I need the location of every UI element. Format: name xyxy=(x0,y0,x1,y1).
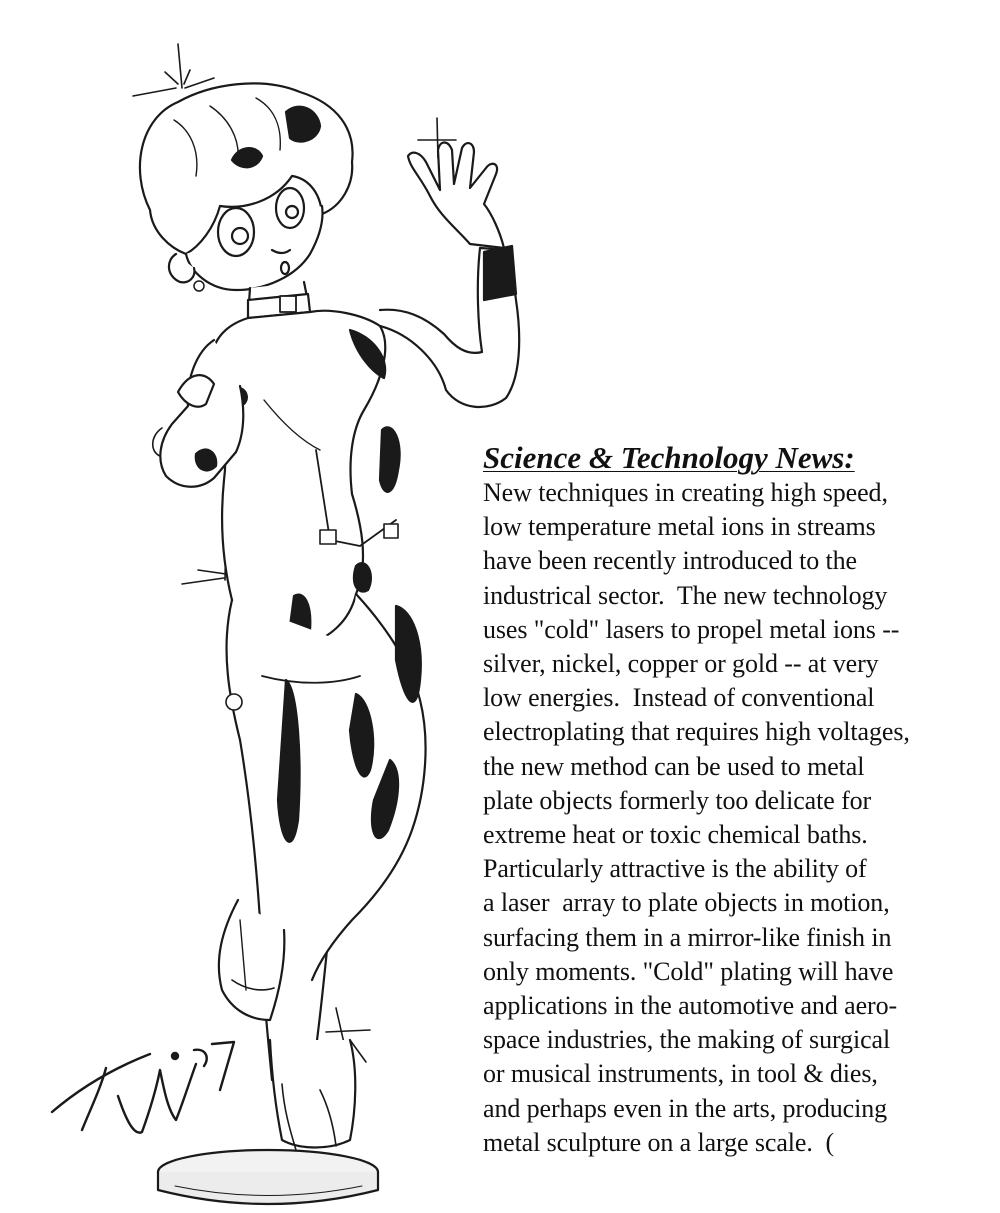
article-line: a laser array to plate objects in motion, xyxy=(483,888,890,918)
article-line: industrical sector. The new technology xyxy=(483,580,888,610)
article-line: New techniques in creating high speed, xyxy=(483,478,888,507)
article-line: Particularly attractive is the ability of xyxy=(483,854,867,884)
artist-signature xyxy=(52,1042,234,1133)
article-body xyxy=(483,476,983,1160)
article-line: metal sculpture on a large scale. ( xyxy=(483,1127,835,1157)
article-line: low energies. Instead of conventional xyxy=(483,683,875,713)
article-line: low temperature metal ions in streams xyxy=(483,512,876,542)
pedestal-base xyxy=(158,1150,378,1204)
news-article xyxy=(483,440,983,1160)
right-arm-raised xyxy=(380,143,519,408)
article-line: electroplating that requires high voltages, xyxy=(483,717,910,747)
torso xyxy=(211,311,400,647)
article-line: and perhaps even in the arts, producing xyxy=(483,1093,888,1123)
article-line: or musical instruments, in tool & dies, xyxy=(483,1059,878,1089)
article-line: only moments. "Cold" plating will have xyxy=(483,956,894,986)
article-line: the new method can be used to metal xyxy=(483,751,865,781)
article-line: extreme heat or toxic chemical baths. xyxy=(483,820,868,850)
article-line: surfacing them in a mirror-like finish in xyxy=(483,922,892,952)
article-line: applications in the automotive and aero- xyxy=(483,991,898,1021)
article-line: have been recently introduced to the xyxy=(483,546,857,576)
article-line: plate objects formerly too delicate for xyxy=(483,785,872,815)
article-line: silver, nickel, copper or gold -- at very xyxy=(483,649,879,679)
article-line: uses "cold" lasers to propel metal ions -- xyxy=(483,614,900,644)
article-line: space industries, the making of surgical xyxy=(483,1025,891,1055)
article-title: Science & Technology News: xyxy=(483,440,855,475)
